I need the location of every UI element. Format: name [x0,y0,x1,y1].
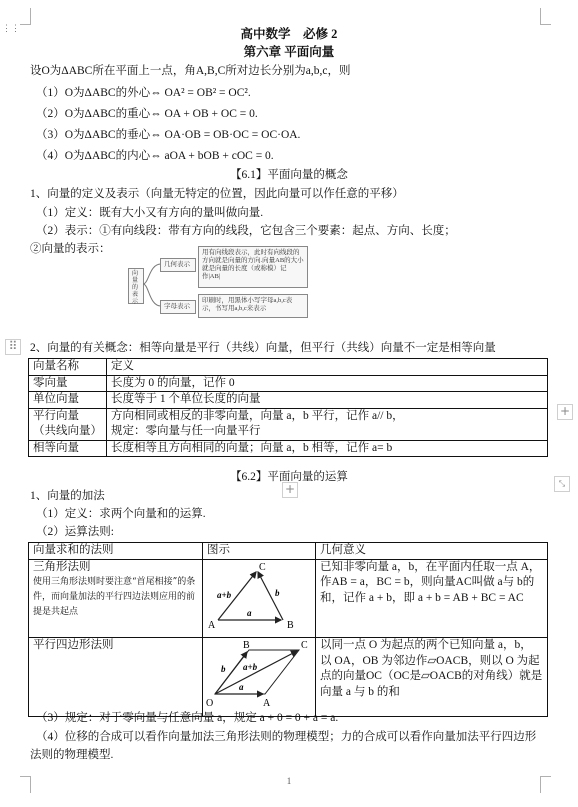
triangle-rule-figure [203,560,315,632]
table-header-cell: 图示 [203,543,316,560]
table-header-row [29,543,548,560]
table-row [29,392,548,409]
intro-item-4: （4）O为ΔABC的内心⇔ aOA + bOB + cOC = 0. [36,150,274,162]
triangle-rule-note: 使用三角形法则时要注意“首尾相接”的条件，而向量加法的平行四边法则应用的前提是共起点 [33,577,196,617]
physics-model-line-2: 法则的物理模型. [30,749,114,761]
mindmap-desc-letter: 印刷时，用黑体小写字母a,b,c表示，书写用a,b,c来表示 [198,294,308,318]
section-heading-6-2: 【6.2】平面向量的运算 [230,471,348,483]
chapter-title: 第六章 平面向量 [243,45,335,59]
table-cell: 单位向量 [29,392,107,409]
label-B: B [243,640,250,651]
table-header-cell: 定义 [107,359,548,376]
intro-item-1: （1）O为ΔABC的外心⇔ OA² = OB² = OC². [36,87,251,99]
label-B: B [287,619,294,631]
vector-addition-heading: 1、向量的加法 [30,490,105,502]
representation-mindmap [128,246,308,322]
table-cell: 方向相同或相反的非零向量，向量 a，b 平行，记作 a// b， 规定：零向量与任一向量平行 [107,408,548,440]
table-cell [29,559,203,638]
resize-icon[interactable]: ⤡ [554,476,570,492]
intro-item-2: （2）O为ΔABC的重心⇔ OA + OB + OC = 0. [36,108,258,120]
label-C: C [301,640,308,651]
intro-item-3: （3）O为ΔABC的垂心⇔ OA·OB = OB·OC = OC·OA. [36,129,301,141]
triangle-rule-name: 三角形法则 [33,560,91,573]
table-cell: 相等向量 [29,440,107,457]
zero-vector-rule: （3）规定：对于零向量与任意向量 a，规定 a + 0 = 0 + a = a. [36,712,339,724]
table-row [29,638,548,717]
addition-definition: （1）定义：求两个向量和的运算. [36,508,206,520]
label-A: A [208,619,216,631]
addition-rules-label: （2）运算法则: [36,526,114,538]
table-cell [203,559,316,638]
label-b: b [221,664,226,674]
label-A: A [263,698,271,709]
label-C: C [259,561,266,573]
corner-mark-top-right [540,8,551,25]
table-cell: 长度相等且方向相同的向量；向量 a，b 相等，记作 a= b [107,440,548,457]
table-row [29,559,548,638]
mindmap-branch-geometric: 几何表示 [160,258,196,272]
parallelogram-rule-name: 平行四边形法则 [29,638,203,717]
table-cell [203,638,316,717]
table-cell: 零向量 [29,375,107,392]
mindmap-root: 向量的表示 [128,268,144,304]
table-cell: 长度等于 1 个单位长度的向量 [107,392,548,409]
parallelogram-rule-figure [203,638,315,710]
add-row-icon[interactable]: + [282,482,298,498]
concept-table [28,358,548,457]
parallelogram-rule-meaning: 以同一点 O 为起点的两个已知向量 a，b，以 OA，OB 为邻边作▱OACB，则以 O 为起点的向量OC（OC是▱OACB的对角线）就是向量 a 与 b 的和 [316,638,548,717]
mindmap-branch-letter: 字母表示 [160,300,196,314]
table-row [29,375,548,392]
section-heading-6-1: 【6.1】平面向量的概念 [230,169,348,181]
table-row [29,440,548,457]
label-b: b [275,587,280,598]
table-header-cell: 向量名称 [29,359,107,376]
table-cell: 长度为 0 的向量，记作 0 [107,375,548,392]
block-handle-icon[interactable]: ⠿ [5,339,21,355]
course-title: 高中数学 必修 2 [240,27,338,41]
related-concepts: 2、向量的有关概念：相等向量是平行（共线）向量，但平行（共线）向量不一定是相等向量 [30,342,496,354]
vector-definition: （1）定义：既有大小又有方向的量叫做向量. [36,207,264,219]
addition-rules-table [28,542,548,717]
vector-representation: （2）表示：①有向线段：带有方向的线段，它包含三个要素：起点、方向、长度； [36,225,456,237]
label-a-plus-b: a+b [243,662,258,672]
table-cell: 平行向量 （共线向量） [29,408,107,440]
table-row [29,408,548,440]
add-block-icon[interactable]: + [557,404,573,420]
corner-mark-top-left [20,8,31,25]
label-a-plus-b: a+b [217,589,232,600]
label-a: a [247,607,252,618]
drag-handle-icon[interactable]: ⋮⋮ [2,23,20,33]
mindmap-desc-geometric: 用有向线段表示，此时有向线段的方向就是向量的方向.向量AB的大小就是向量的长度（或称模）记作|AB| [198,246,308,288]
table-header-cell: 几何意义 [316,543,548,560]
label-a: a [239,682,244,692]
table-header-cell: 向量求和的法则 [29,543,203,560]
vector-notation-label: ②向量的表示： [30,243,111,255]
vector-sum-line [215,651,297,694]
table-header-row [29,359,548,376]
triangle-rule-meaning: 已知非零向量 a，b，在平面内任取一点 A，作AB = a，BC = b，则向量AC叫做 a与 b的和，记作 a + b，即 a + b = AB + BC = AC [316,559,548,638]
intro-premise: 设O为ΔABC所在平面上一点，角A,B,C所对边长分别为a,b,c，则 [30,65,351,77]
physics-model-line-1: （4）位移的合成可以看作向量加法三角形法则的物理模型；力的合成可以看作向量加法平行四边形 [36,731,537,743]
page-number: 1 [286,776,292,786]
vector-definition-heading: 1、向量的定义及表示（向量无特定的位置，因此向量可以作任意的平移） [30,188,404,200]
label-O: O [206,698,214,709]
